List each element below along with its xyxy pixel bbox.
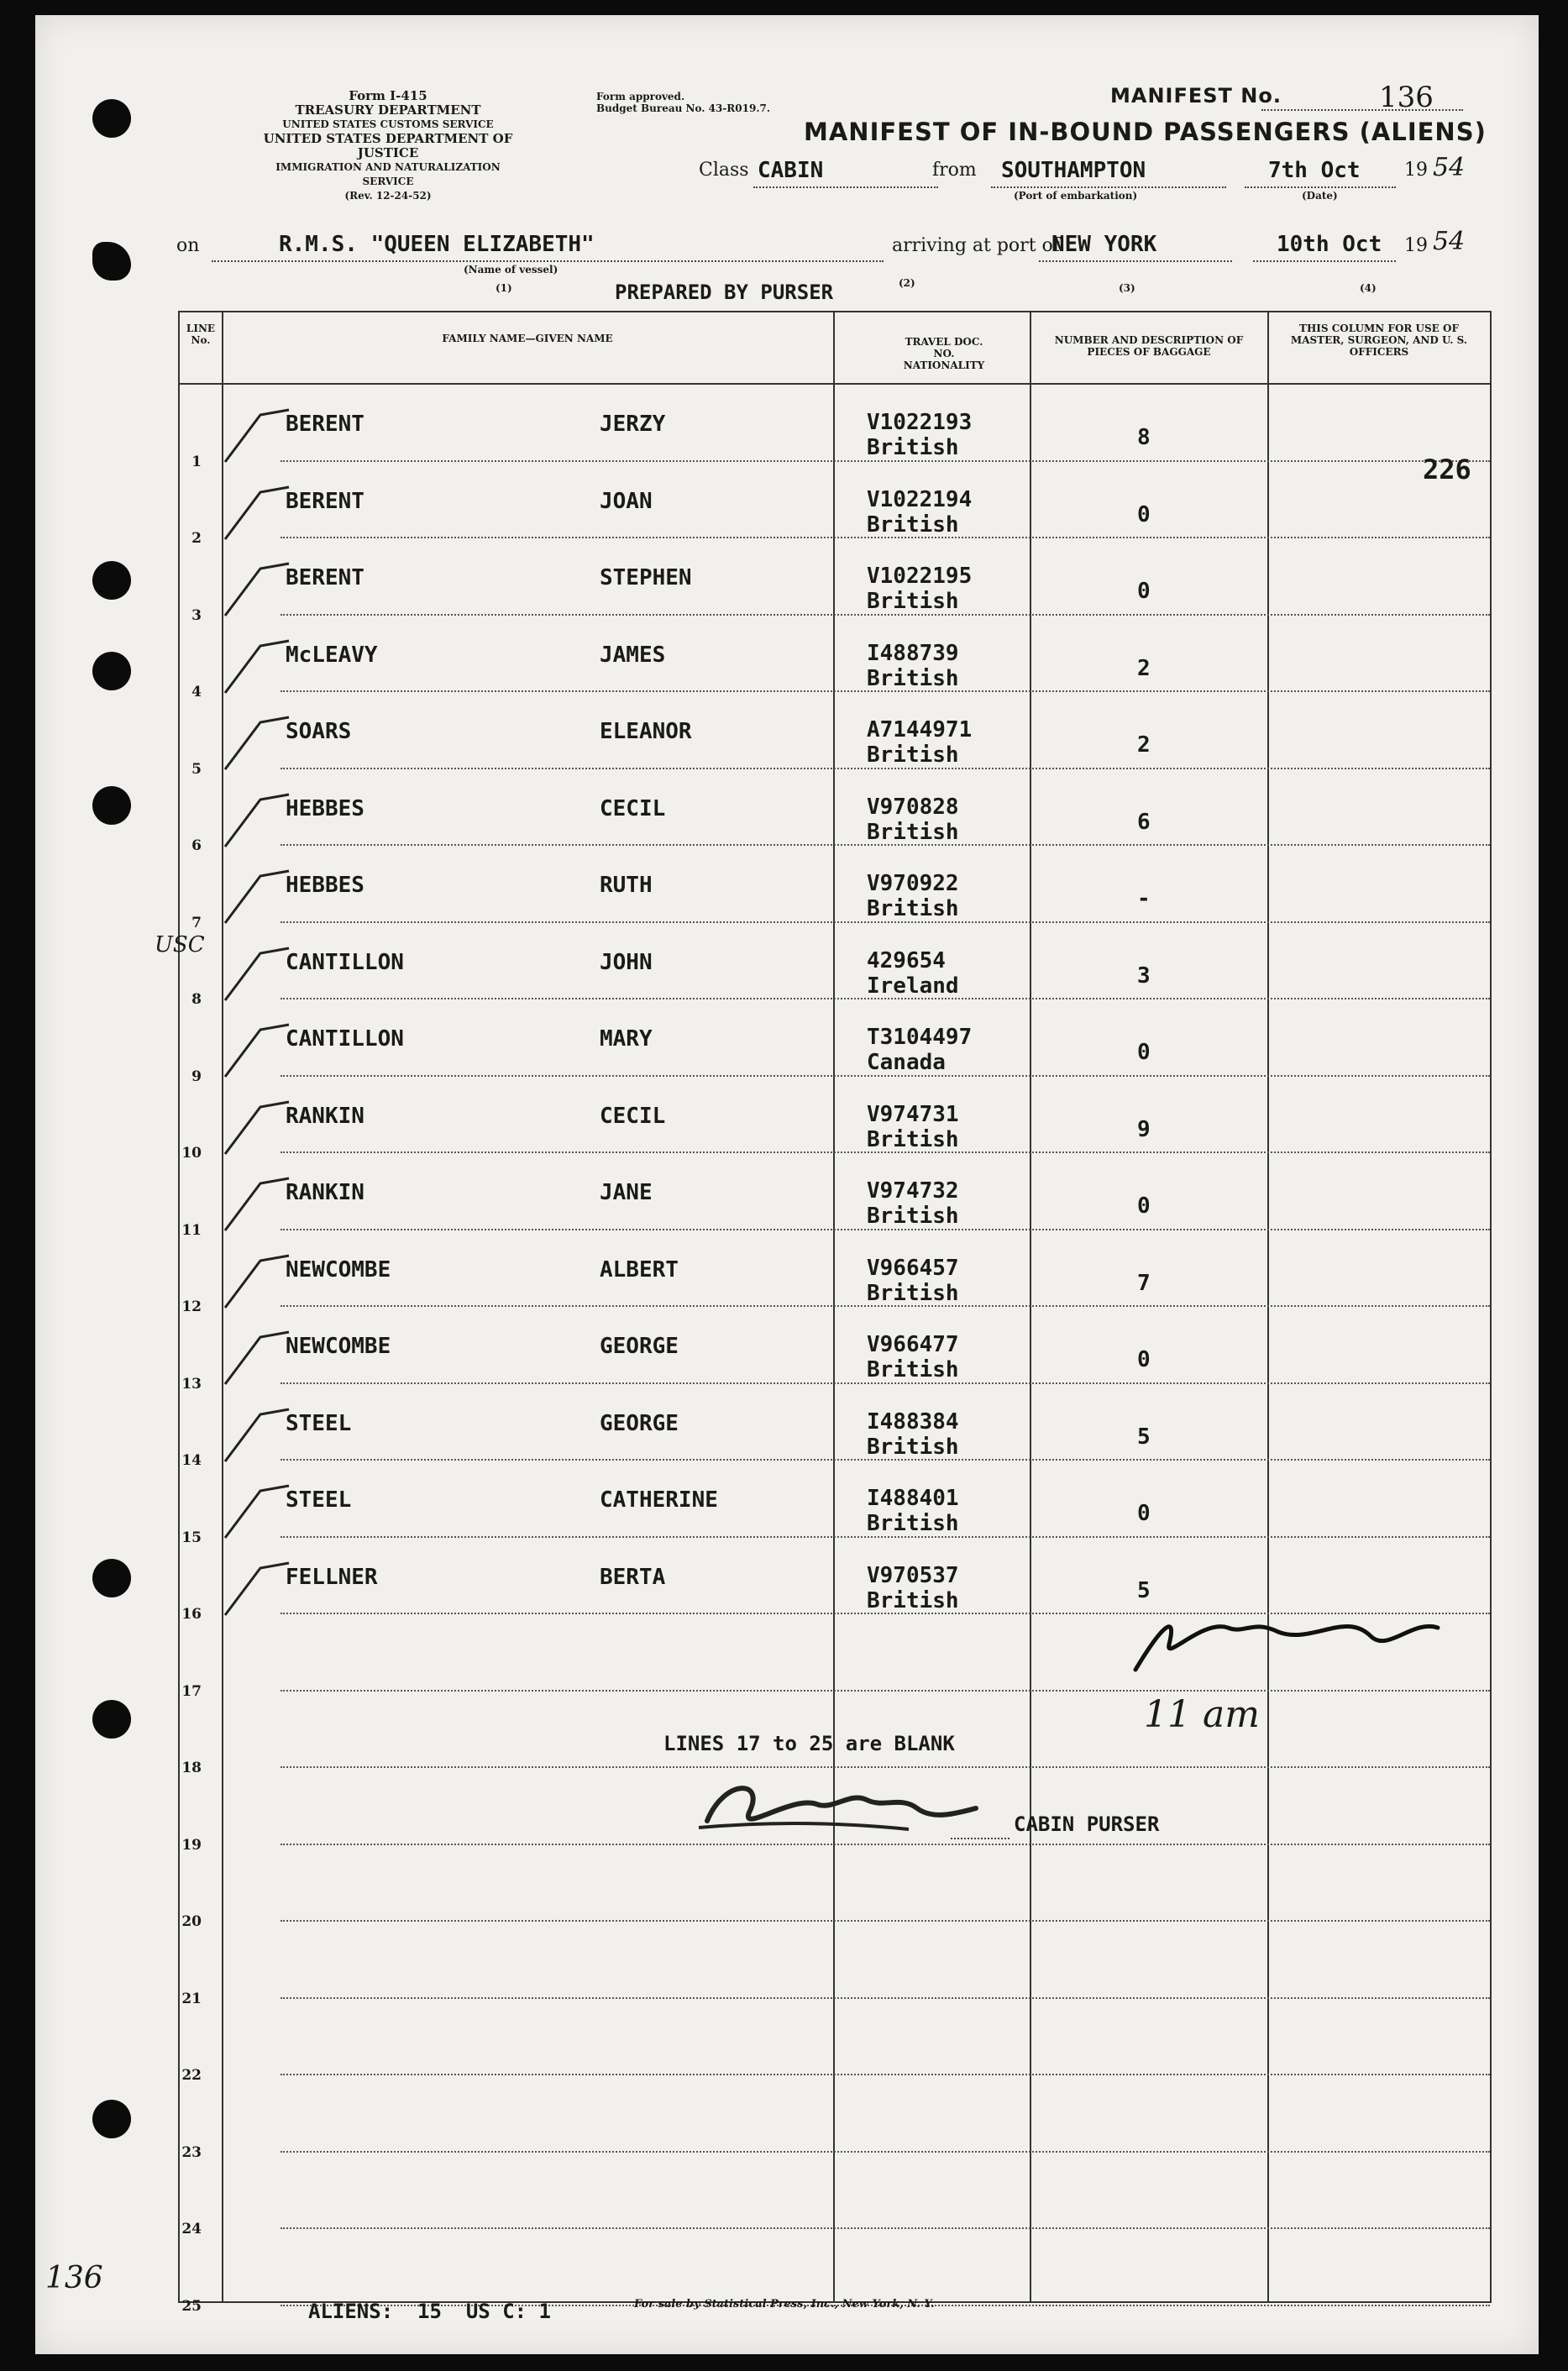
nationality: British: [867, 1204, 959, 1229]
nationality: British: [867, 896, 959, 921]
nationality: British: [867, 1280, 959, 1306]
header-rule: [180, 383, 1490, 385]
line-number: 16: [181, 1606, 202, 1623]
check-mark-icon: [223, 560, 291, 619]
from-underline: [991, 186, 1226, 188]
date-underline: [1245, 186, 1396, 188]
check-mark-icon: [223, 945, 291, 1004]
baggage-count: -: [1137, 886, 1151, 911]
arrival-year: 54: [1433, 227, 1466, 256]
on-label: on: [176, 235, 200, 256]
family-name: FELLNER: [286, 1564, 378, 1590]
line-number: 11: [181, 1221, 202, 1239]
row-rule: [281, 1997, 1490, 1999]
line-number: 2: [191, 530, 202, 547]
line-number: 14: [181, 1452, 202, 1469]
line-number: 20: [181, 1913, 202, 1930]
line-number: 15: [181, 1529, 202, 1546]
given-name: CECIL: [600, 795, 666, 821]
manifest-page: [35, 15, 1539, 2354]
prepared-by: PREPARED BY PURSER: [615, 281, 834, 304]
justice-dept: UNITED STATES DEPARTMENT OF JUSTICE: [263, 131, 513, 160]
col-head-name: FAMILY NAME—GIVEN NAME: [442, 333, 613, 344]
baggage-count: 2: [1137, 655, 1151, 681]
given-name: JAMES: [600, 642, 666, 668]
line-number: 18: [181, 1760, 202, 1776]
check-mark-icon: [223, 407, 291, 465]
check-mark-icon: [223, 1175, 291, 1234]
arrival-date-underline: [1253, 260, 1396, 262]
manifest-title: MANIFEST OF IN-BOUND PASSENGERS (ALIENS): [804, 118, 1487, 146]
given-name: BERTA: [600, 1564, 666, 1590]
line-number: 24: [181, 2221, 202, 2237]
vessel-name: R.M.S. "QUEEN ELIZABETH": [279, 232, 595, 257]
binder-hole: [92, 1700, 131, 1739]
baggage-count: 5: [1137, 1577, 1151, 1603]
given-name: CATHERINE: [600, 1487, 718, 1513]
given-name: RUTH: [600, 873, 653, 898]
vessel-underline: [212, 260, 884, 262]
travel-doc-number: V1022193: [867, 410, 973, 435]
family-name: SOARS: [286, 719, 352, 744]
officer-count: 226: [1423, 454, 1471, 485]
nationality: British: [867, 589, 959, 614]
nationality: British: [867, 1511, 959, 1536]
check-mark-icon: [223, 714, 291, 773]
col-head-line-no: LINE No.: [186, 323, 216, 346]
form-number: Form I-415: [349, 88, 427, 103]
travel-doc-number: I488401: [867, 1486, 959, 1511]
line-number: 23: [181, 2143, 202, 2161]
class-value: CABIN: [758, 158, 824, 183]
binder-hole: [92, 561, 131, 600]
baggage-count: 6: [1137, 809, 1151, 835]
baggage-count: 2: [1137, 732, 1151, 758]
check-mark-icon: [223, 1252, 291, 1311]
col-head-baggage: NUMBER AND DESCRIPTION OF PIECES OF BAGGAGE: [1054, 334, 1244, 358]
baggage-count: 0: [1137, 501, 1151, 527]
line-number: 4: [191, 684, 202, 700]
check-mark-icon: [223, 1560, 291, 1618]
margin-note: USC: [155, 932, 205, 957]
baggage-count: 0: [1137, 1501, 1151, 1526]
customs-service: UNITED STATES CUSTOMS SERVICE: [282, 118, 494, 130]
row-rule: [281, 1920, 1490, 1922]
vessel-caption: (Name of vessel): [464, 264, 559, 275]
nationality: British: [867, 1587, 959, 1613]
embark-year: 54: [1433, 153, 1466, 182]
baggage-count: 0: [1137, 1040, 1151, 1065]
line-number: 22: [181, 2067, 202, 2084]
family-name: BERENT: [286, 565, 364, 590]
row-rule: [281, 2074, 1490, 2075]
line-number: 9: [191, 1067, 202, 1085]
binder-hole: [92, 99, 131, 138]
printer-note: For sale by Statistical Press, Inc., New York, N. Y.: [634, 2298, 935, 2311]
given-name: JOHN: [600, 949, 653, 975]
line-number: 12: [181, 1298, 202, 1315]
baggage-count: 5: [1137, 1424, 1151, 1450]
travel-doc-number: 429654: [867, 947, 946, 973]
travel-doc-number: V966477: [867, 1332, 959, 1357]
time-note: 11 am: [1144, 1693, 1260, 1736]
travel-doc-number: V970828: [867, 794, 959, 820]
travel-doc-number: A7144971: [867, 717, 973, 742]
travel-doc-number: V1022195: [867, 564, 973, 589]
year-prefix: 19: [1404, 160, 1428, 181]
nationality: British: [867, 665, 959, 691]
ins-service: IMMIGRATION AND NATURALIZATION SERVICE: [275, 161, 501, 187]
family-name: HEBBES: [286, 795, 364, 821]
given-name: JANE: [600, 1180, 653, 1205]
given-name: MARY: [600, 1026, 653, 1052]
port-caption: (Port of embarkation): [1014, 190, 1138, 202]
nationality: British: [867, 742, 959, 768]
check-mark-icon: [223, 1021, 291, 1080]
family-name: RANKIN: [286, 1103, 364, 1129]
baggage-count: 7: [1137, 1270, 1151, 1296]
given-name: ALBERT: [600, 1256, 679, 1283]
line-number: 13: [181, 1375, 202, 1393]
family-name: McLEAVY: [286, 642, 378, 668]
check-mark-icon: [223, 484, 291, 543]
nationality: British: [867, 819, 959, 845]
nationality: British: [867, 511, 959, 538]
family-name: BERENT: [286, 488, 364, 514]
family-name: RANKIN: [286, 1180, 364, 1205]
manifest-number-value: 136: [1379, 81, 1434, 114]
line-number: 25: [181, 2297, 202, 2315]
given-name: JOAN: [600, 488, 653, 514]
nationality: Canada: [867, 1050, 946, 1075]
class-underline: [753, 186, 938, 188]
form-approved-text: Form approved.: [596, 91, 685, 102]
nationality: British: [867, 1434, 959, 1460]
line-number: 6: [191, 837, 202, 854]
baggage-count: 9: [1137, 1116, 1151, 1142]
binder-hole: [92, 652, 131, 690]
travel-doc-number: V974732: [867, 1178, 959, 1204]
check-mark-icon: [223, 1482, 291, 1541]
officer-signature: [1110, 1594, 1497, 1686]
line-number: 7: [191, 914, 202, 931]
travel-doc-number: I488384: [867, 1408, 959, 1435]
family-name: BERENT: [286, 412, 364, 437]
budget-bureau-text: Budget Bureau No. 43-R019.7.: [596, 102, 771, 114]
baggage-count: 8: [1137, 425, 1151, 450]
nationality: British: [867, 435, 959, 460]
col3-marker: (3): [1119, 282, 1135, 294]
family-name: HEBBES: [286, 873, 364, 898]
line-number: 21: [181, 1990, 202, 2007]
form-revision: (Rev. 12-24-52): [344, 190, 432, 202]
col2-marker: (2): [899, 277, 915, 289]
row-rule: [281, 1690, 1490, 1692]
binder-hole: [92, 1559, 131, 1597]
family-name: NEWCOMBE: [286, 1256, 391, 1283]
row-rule: [281, 2227, 1490, 2229]
family-name: CANTILLON: [286, 949, 404, 975]
given-name: JERZY: [600, 412, 666, 437]
arriving-label: arriving at port of: [892, 235, 1060, 256]
check-mark-icon: [223, 791, 291, 850]
check-mark-icon: [223, 1406, 291, 1465]
check-mark-icon: [223, 637, 291, 696]
travel-doc-number: I488739: [867, 640, 959, 666]
line-number: 19: [181, 1836, 202, 1854]
travel-doc-number: V966457: [867, 1255, 959, 1281]
class-label: Class: [699, 160, 749, 181]
embark-date: 7th Oct: [1268, 158, 1361, 183]
travel-doc-number: V1022194: [867, 486, 973, 512]
given-name: STEPHEN: [600, 565, 692, 590]
given-name: GEORGE: [600, 1410, 679, 1436]
blank-lines-note: LINES 17 to 25 are BLANK: [663, 1732, 955, 1755]
check-mark-icon: [223, 1329, 291, 1387]
manifest-number-label: MANIFEST No.: [1110, 84, 1282, 108]
baggage-count: 0: [1137, 1193, 1151, 1219]
arrival-port-underline: [1039, 260, 1232, 262]
binder-hole: [92, 2100, 131, 2138]
given-name: ELEANOR: [600, 719, 692, 744]
line-number: 1: [191, 453, 202, 470]
treasury-dept: TREASURY DEPARTMENT: [295, 102, 481, 118]
col-divider-3: [1030, 312, 1031, 2301]
nationality: Ireland: [867, 973, 959, 999]
col4-marker: (4): [1360, 282, 1377, 294]
family-name: NEWCOMBE: [286, 1334, 391, 1359]
check-mark-icon: [223, 868, 291, 926]
binder-hole: [92, 786, 131, 825]
signature-line: [951, 1838, 1009, 1839]
corner-note: 136: [45, 2261, 103, 2295]
purser-signature: [690, 1762, 1060, 1854]
nationality: British: [867, 1357, 959, 1382]
travel-doc-number: T3104497: [867, 1025, 973, 1050]
row-rule: [281, 2151, 1490, 2153]
form-agency-block: [254, 89, 522, 203]
form-approval: [596, 91, 770, 114]
travel-doc-number: V970922: [867, 871, 959, 896]
col-divider-4: [1267, 312, 1269, 2301]
family-name: CANTILLON: [286, 1026, 404, 1052]
check-mark-icon: [223, 1099, 291, 1157]
family-name: STEEL: [286, 1410, 352, 1436]
given-name: GEORGE: [600, 1334, 679, 1359]
col-divider-2: [833, 312, 835, 2301]
travel-doc-number: V974731: [867, 1101, 959, 1127]
from-value: SOUTHAMPTON: [1001, 158, 1146, 183]
baggage-count: 0: [1137, 1347, 1151, 1372]
given-name: CECIL: [600, 1103, 666, 1129]
arrival-year-prefix: 19: [1404, 235, 1428, 256]
baggage-count: 3: [1137, 963, 1151, 989]
arrival-date: 10th Oct: [1277, 232, 1382, 257]
line-number: 8: [191, 991, 202, 1008]
purser-label: CABIN PURSER: [1014, 1812, 1160, 1836]
travel-doc-number: V970537: [867, 1562, 959, 1588]
col-head-officers: THIS COLUMN FOR USE OF MASTER, SURGEON, AND U. S. OFFICERS: [1290, 323, 1468, 358]
line-number: 10: [181, 1145, 202, 1162]
family-name: STEEL: [286, 1487, 352, 1513]
arrival-port: NEW YORK: [1051, 232, 1157, 257]
aliens-count: ALIENS: 15 US C: 1: [308, 2300, 551, 2323]
from-label: from: [932, 160, 977, 181]
col-head-travel-doc: TRAVEL DOC. NO. NATIONALITY: [903, 336, 985, 371]
date-caption: (Date): [1302, 190, 1338, 202]
line-number: 17: [181, 1682, 202, 1700]
col1-marker: (1): [496, 282, 512, 294]
line-number: 5: [191, 760, 202, 778]
nationality: British: [867, 1126, 959, 1152]
baggage-count: 0: [1137, 579, 1151, 604]
line-number: 3: [191, 606, 202, 624]
